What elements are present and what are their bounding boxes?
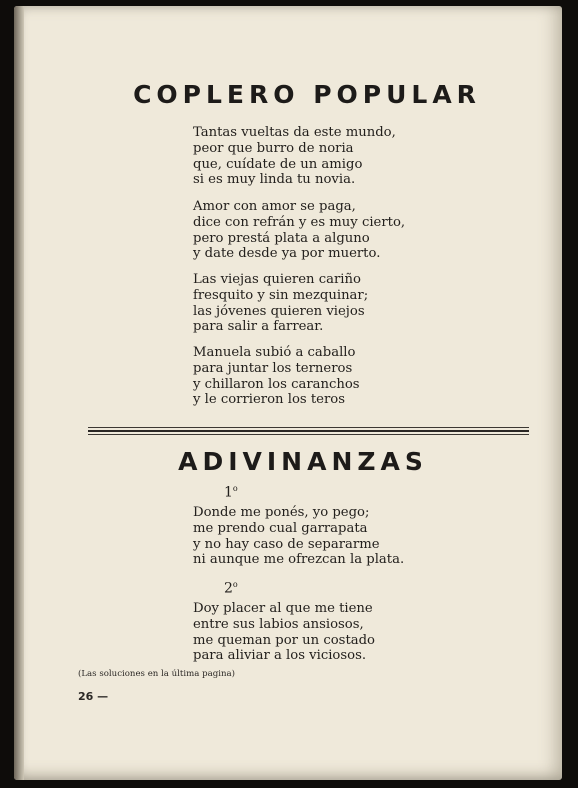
verse-line: las jóvenes quieren viejos — [193, 303, 365, 319]
verse-line: Donde me ponés, yo pego; — [193, 505, 370, 520]
verse-line: Manuela subió a caballo — [193, 345, 356, 360]
verse-line: que, cuídate de un amigo — [193, 156, 363, 172]
riddle-ordinal-mark: o — [232, 580, 238, 589]
verse-line: y le corrieron los teros — [193, 392, 345, 408]
stanza-4 — [193, 345, 360, 408]
footnote: (Las soluciones en la última pagina) — [78, 669, 236, 679]
verse-line: me prendo cual garrapata — [193, 520, 368, 536]
verse-line: para salir a farrear. — [193, 319, 324, 335]
verse-line: Doy placer al que me tiene — [193, 601, 373, 616]
verse-line: para juntar los terneros — [193, 360, 353, 376]
verse-line: Las viejas quieren cariño — [193, 272, 361, 287]
verse-line: pero prestá plata a alguno — [193, 230, 370, 246]
section-title-coplero: COPLERO POPULAR — [133, 80, 481, 109]
verse-line: me queman por un costado — [193, 632, 375, 648]
verse-line: entre sus labios ansiosos, — [193, 616, 364, 632]
verse-line: peor que burro de noria — [193, 140, 354, 156]
riddle-ordinal-mark: o — [232, 484, 238, 493]
riddle-2 — [193, 601, 375, 664]
verse-line: ni aunque me ofrezcan la plata. — [193, 552, 405, 568]
divider-rule — [88, 430, 529, 432]
divider-rule — [88, 427, 529, 428]
verse-line: y no hay caso de separarme — [193, 536, 380, 552]
book-spine — [14, 6, 24, 780]
divider-rule — [88, 434, 529, 435]
section-title-adivinanzas: ADIVINANZAS — [178, 447, 428, 476]
stanza-1 — [193, 125, 396, 188]
verse-line: si es muy linda tu novia. — [193, 172, 356, 188]
verse-line: fresquito y sin mezquinar; — [193, 287, 369, 303]
riddle-1 — [193, 505, 404, 568]
riddle-number-digit: 1 — [224, 484, 233, 501]
riddle-number-1 — [224, 484, 238, 501]
stanza-3 — [193, 272, 368, 335]
riddle-number-2 — [224, 580, 238, 597]
verse-line: Tantas vueltas da este mundo, — [193, 125, 396, 140]
verse-line: y date desde ya por muerto. — [193, 246, 381, 262]
riddle-number-digit: 2 — [224, 580, 233, 597]
stanza-2 — [193, 199, 405, 262]
verse-line: para aliviar a los viciosos. — [193, 648, 367, 664]
verse-line: dice con refrán y es muy cierto, — [193, 214, 406, 230]
page-number: 26 — — [78, 690, 109, 703]
verse-line: y chillaron los caranchos — [193, 376, 360, 392]
verse-line: Amor con amor se paga, — [193, 199, 356, 214]
